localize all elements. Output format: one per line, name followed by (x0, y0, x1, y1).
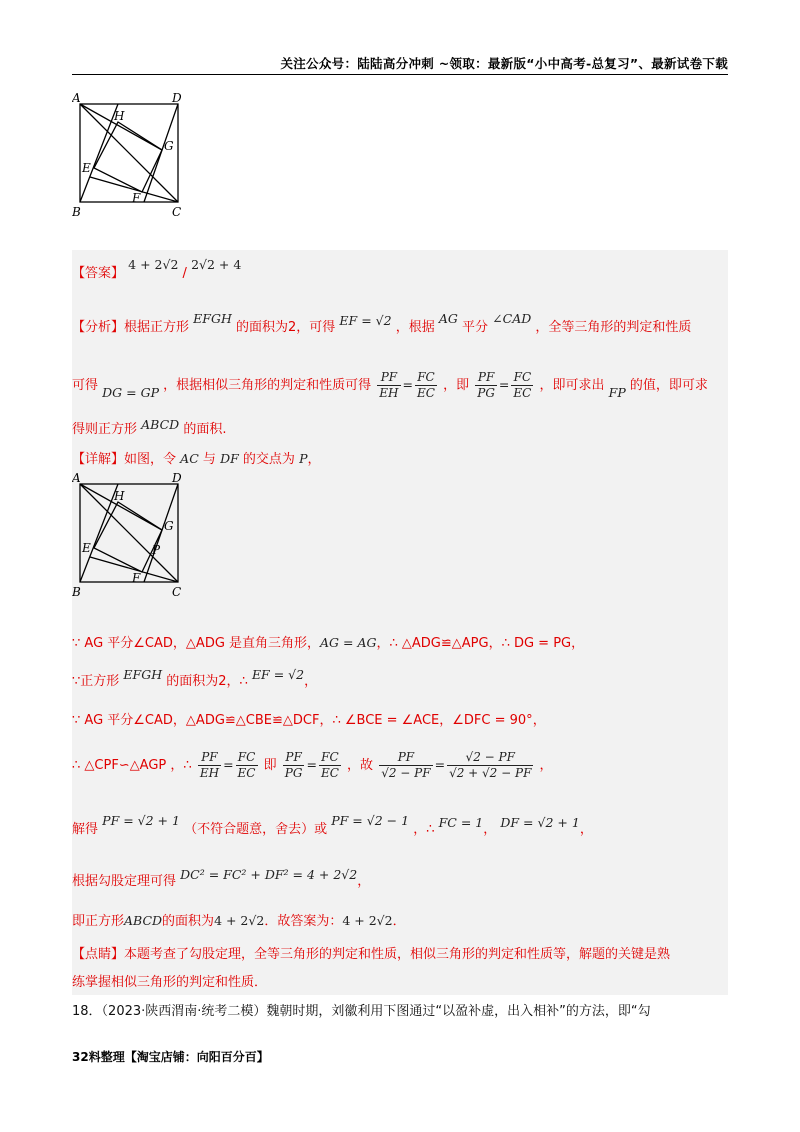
detail-line-1: 【详解】如图，令 AC 与 DF 的交点为 P， (72, 451, 321, 467)
line-bh-2 (80, 484, 118, 582)
diagonal-ac-2 (80, 484, 178, 582)
label-a: A (72, 92, 81, 105)
label-f-2: F (132, 571, 141, 585)
comment-line-2: 练掌握相似三角形的判定和性质． (72, 975, 268, 990)
detail-step-5: 解得 PF = √2 + 1 （不符合题意，舍去）或 PF = √2 − 1 ，∴ FC = 1， DF = √2 + 1， (72, 813, 593, 837)
label-c-2: C (172, 585, 182, 599)
analysis-line-1: 【分析】根据正方形 EFGH 的面积为2，可得 EF = √2 ，根据 AG 平分 ∠CAD ，全等三角形的判定和性质 (72, 311, 692, 335)
analysis-label: 【分析】 (72, 320, 125, 335)
label-b: B (72, 205, 81, 219)
fraction-r2pf-sum: $\frac{√2 - PF}{√2 + √2 - PF}$ (449, 750, 532, 780)
detail-step-4: ∴ △CPF∽△AGP ，∴ $\frac{PF}{EH}$ = $\frac{FC}{EC}$ 即 $\frac{PF}{PG}$ = $\frac{FC}{EC}$ ，故 $\frac{PF}{√2 - PF}$ = $\frac{√2 - PF}{√2 + √2 - PF}$ ， (72, 750, 553, 780)
answer-line (72, 257, 242, 285)
comment-label: 【点睛】 (72, 947, 125, 962)
label-b-2: B (72, 585, 81, 599)
fraction-pf-pg-2: $\frac{PF}{PG}$ (284, 750, 303, 780)
detail-label: 【详解】 (72, 452, 125, 467)
label-h: H (114, 109, 125, 123)
label-a-2: A (72, 472, 81, 485)
analysis-line-2: 可得 DG = GP ，根据相似三角形的判定和性质可得 $\frac{PF}{EH}$ = $\frac{FC}{EC}$ ，即 $\frac{PF}{PG}$ = $\frac{FC}{EC}$ ，即可求出 FP 的值，即可求 (72, 370, 708, 400)
fraction-pf-pg: $\frac{PF}{PG}$ (477, 370, 495, 400)
comment-line-1: 【点睛】本题考查了勾股定理，全等三角形的判定和性质，相似三角形的判定和性质等，解题的关键是熟 (72, 947, 671, 962)
detail-step-6: 根据勾股定理可得 DC² = FC² + DF² = 4 + 2√2， (72, 867, 371, 889)
diagonal-ac (80, 104, 178, 202)
page-header: 关注公众号：陆陆高分冲刺 ~领取：最新版“小中高考-总复习”、最新试卷下载 (72, 54, 728, 75)
fraction-fc-ec: $\frac{FC}{EC}$ (417, 370, 435, 400)
square-figure-1 (72, 92, 192, 222)
fraction-pf-r2pf: $\frac{PF}{√2 - PF}$ (381, 750, 431, 780)
detail-step-2: ∵正方形 EFGH 的面积为2，∴ EF = √2， (72, 667, 318, 689)
page-footer: 32料整理【淘宝店铺：向阳百分百】 (72, 1050, 269, 1064)
fraction-fc-ec-4: $\frac{FC}{EC}$ (320, 750, 339, 780)
label-e: E (82, 161, 91, 175)
detail-step-3: ∵ AG 平分∠CAD，△ADG≌△CBE≌△DCF，∴ ∠BCE = ∠ACE，∠DFC = 90°， (72, 713, 546, 728)
detail-step-7: 即正方形ABCD的面积为4 + 2√2．故答案为：4 + 2√2． (72, 913, 406, 929)
answer-value-2: 2√2 + 4 (191, 257, 242, 272)
label-f: F (132, 191, 141, 205)
label-p-2: P (152, 543, 161, 557)
fraction-pf-eh-2: $\frac{PF}{EH}$ (199, 750, 220, 780)
fraction-pf-eh: $\frac{PF}{EH}$ (379, 370, 399, 400)
fraction-fc-ec-3: $\frac{FC}{EC}$ (237, 750, 256, 780)
label-d-2: D (172, 472, 182, 485)
answer-label: 【答案】 (72, 266, 125, 281)
label-h-2: H (114, 489, 125, 503)
square-figure-2 (72, 472, 192, 602)
detail-step-1: ∵ AG 平分∠CAD，△ADG 是直角三角形，AG = AG，∴ △ADG≌△APG，∴ DG = PG， (72, 635, 585, 651)
label-g: G (164, 139, 174, 153)
label-g-2: G (164, 519, 174, 533)
label-c: C (172, 205, 182, 219)
answer-value-1: 4 + 2√2 (128, 257, 179, 272)
analysis-line-3: 得则正方形 ABCD 的面积. (72, 417, 227, 437)
next-question: 18．（2023·陕西渭南·统考二模）魏朝时期，刘徽利用下图通过“以盈补虚，出入相补”的方法，即“勾 (72, 1004, 651, 1019)
label-e-2: E (82, 541, 91, 555)
label-d: D (172, 92, 182, 105)
line-bh (80, 104, 118, 202)
fraction-fc-ec-2: $\frac{FC}{EC}$ (513, 370, 532, 400)
answer-separator: / (182, 266, 187, 281)
